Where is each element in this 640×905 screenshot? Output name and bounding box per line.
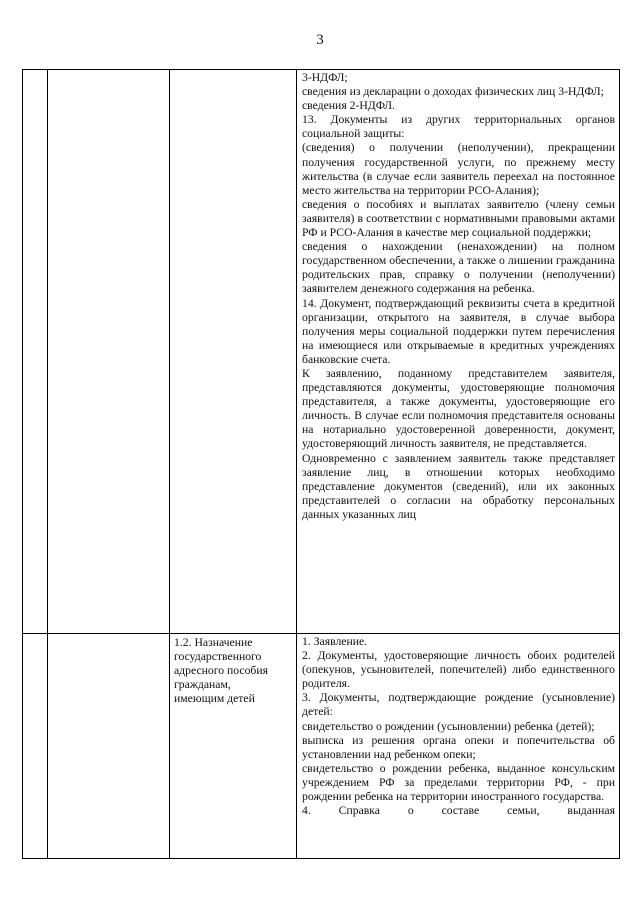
table-cell-number	[23, 70, 48, 634]
document-paragraph: 3. Документы, подтверждающие рождение (усыновление) детей:	[302, 691, 615, 719]
subservice-line: имеющим детей	[174, 692, 255, 706]
table-cell-service	[48, 70, 170, 634]
document-paragraph: 3-НДФЛ;	[302, 71, 348, 84]
table-cell-subservice	[170, 70, 297, 634]
table-cell-documents	[297, 70, 620, 634]
subservice-line: государственного	[174, 650, 262, 664]
table-cell-number	[23, 634, 48, 859]
table-cell-documents	[297, 634, 620, 859]
document-paragraph: сведения 2-НДФЛ.	[302, 99, 395, 113]
document-paragraph: выписка из решения органа опеки и попечительства об установлении над ребенком опеки;	[302, 733, 615, 761]
document-paragraph: 1. Заявление.	[302, 635, 368, 648]
document-paragraph: Одновременно с заявлением заявитель также представляет заявление лиц, в отношении которых необходимо представление документов (сведений), или их законных представителей о согласии на обработку персональных данных указанных лиц	[302, 451, 615, 521]
table-row	[23, 70, 620, 634]
table-row	[23, 634, 620, 859]
document-paragraph: К заявлению, поданному представителем заявителя, представляются документы, удостоверяющие полномочия представителя, а также документы, удостоверяющие его личность. В случае если полномочия представителя основаны на нотариально удостоверенной доверенности, документ, удостоверяющий личность заявителя, не представляется.	[302, 366, 615, 451]
subservice-name	[170, 634, 296, 706]
page-number: 3	[316, 32, 324, 48]
document-paragraph: 14. Документ, подтверждающий реквизиты счета в кредитной организации, открытого на заявителя, в случае выбора получения меры социальной поддержки путем перечисления на имеющиеся или открываемые в кредитных учреждениях банковские счета.	[302, 296, 615, 366]
document-paragraph: свидетельство о рождении ребенка, выданное консульским учреждением РФ за пределами территории РФ, - при рождении ребенка на территории иностранного государства.	[302, 761, 615, 804]
document-paragraph: 13. Документы из других территориальных органов социальной защиты:	[302, 113, 615, 141]
document-paragraph: сведения о нахождении (ненахождении) на полном государственном обеспечении, а также о лишении гражданина родительских прав, справку о получении (неполучении) заявителем денежного содержания на ребенка.	[302, 240, 615, 296]
document-paragraph: (сведения) о получении (неполучении), прекращении получения государственной услуги, по прежнему месту жительства (в случае если заявитель переехал на постоянное место жительства на территории РСО-Алания);	[302, 141, 615, 197]
document-paragraph: 2. Документы, удостоверяющие личность обоих родителей (опекунов, усыновителей, попечителей) либо единственного родителя.	[302, 649, 615, 691]
document-paragraph: сведения из декларации о доходах физических лиц 3-НДФЛ;	[302, 85, 604, 99]
document-paragraph: свидетельство о рождении (усыновлении) ребенка (детей);	[302, 719, 595, 733]
subservice-line: гражданам,	[174, 678, 231, 692]
services-documents-table	[22, 69, 620, 859]
table-cell-subservice	[170, 634, 297, 859]
document-paragraph: сведения о пособиях и выплатах заявителю (члену семьи заявителя) в соответствии с нормативными правовыми актами РФ и РСО-Алания в качестве мер социальной поддержки;	[302, 197, 615, 240]
document-paragraph: 4. Справка о составе семьи, выданная	[302, 804, 615, 818]
subservice-line: адресного пособия	[174, 664, 269, 678]
subservice-line: 1.2. Назначение	[174, 636, 253, 649]
table-cell-service	[48, 634, 170, 859]
